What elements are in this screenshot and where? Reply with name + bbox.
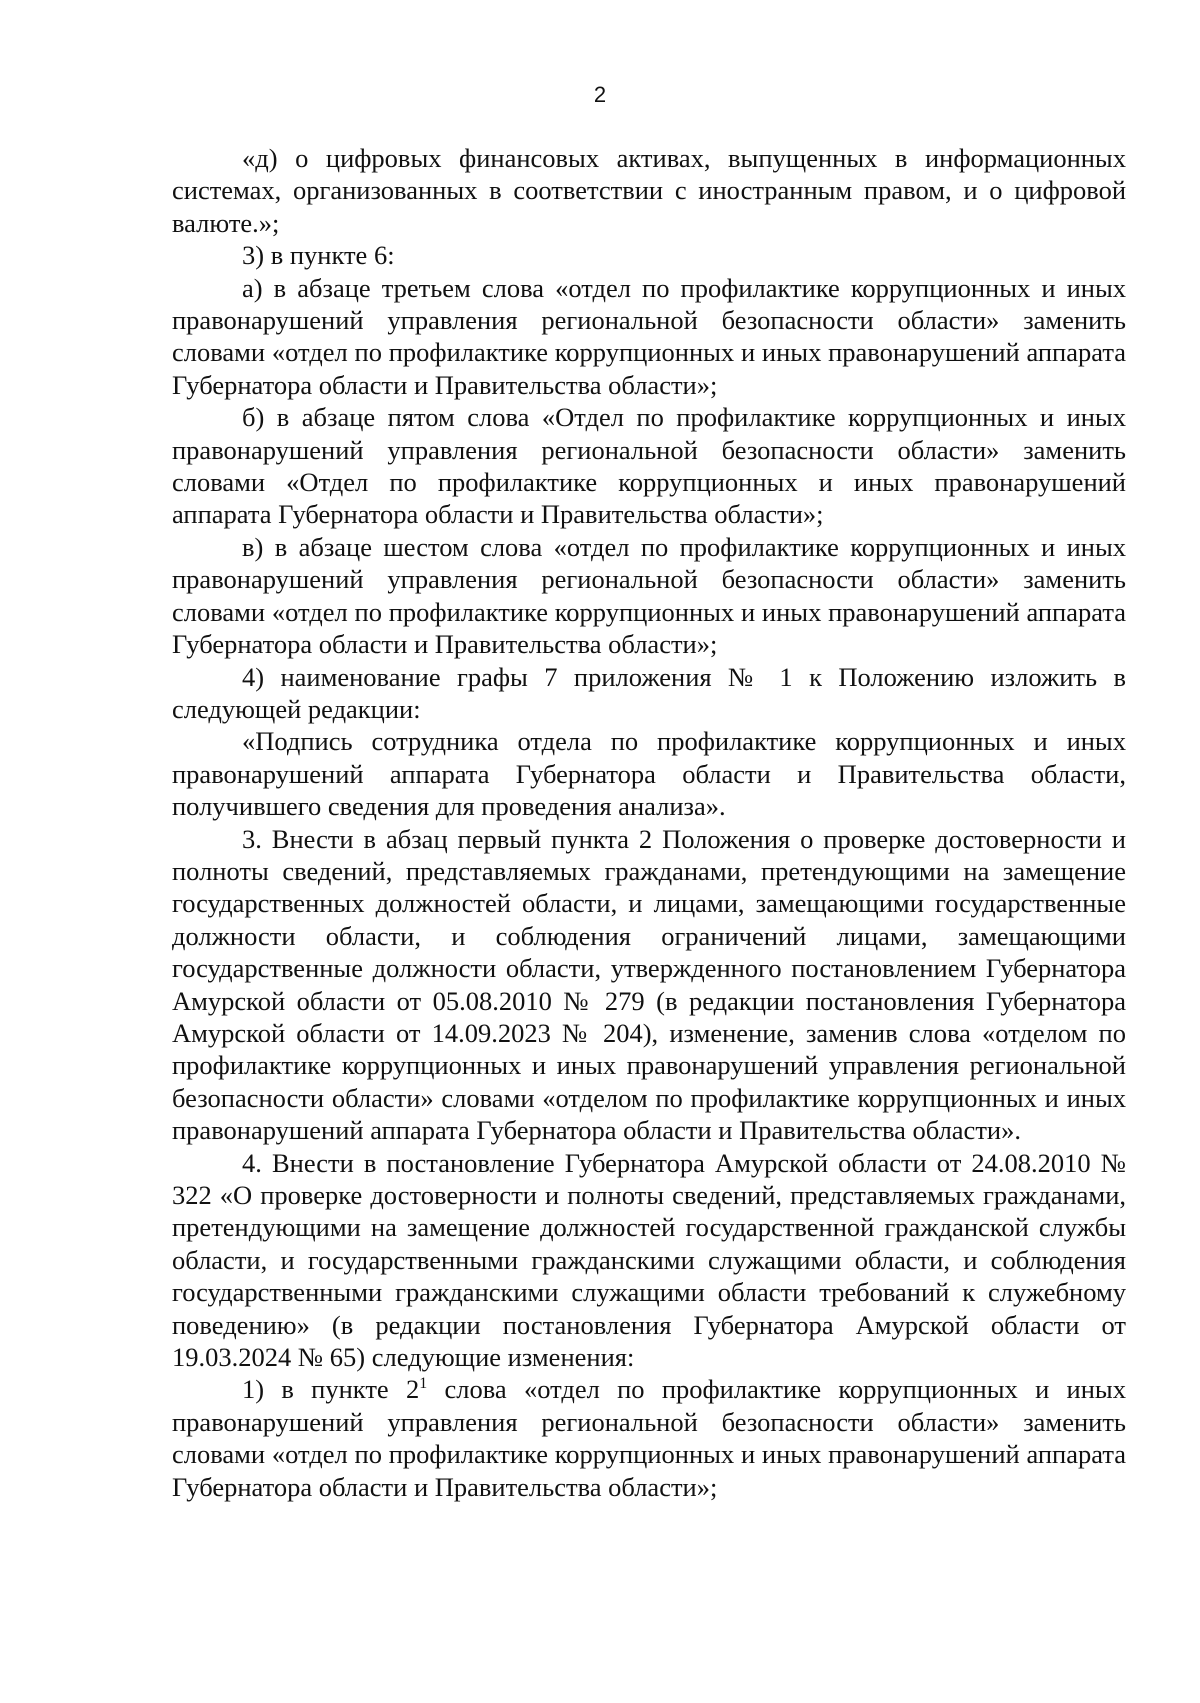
paragraph-point-3-header: 3) в пункте 6: (242, 240, 395, 271)
paragraph-point-4-column-name: 4) наименование графы 7 приложения № 1 к Положению изложить в следующей редакции: (172, 661, 1126, 724)
paragraph-subitem-a: а) в абзаце третьем слова «отдел по профилактике коррупционных и иных правонарушений управления региональной безопасности области» заменить словами «отдел по профилактике коррупционных и иных правонарушений аппарата Губернатора области и Правительства области»; (172, 272, 1126, 400)
paragraph-section-4-item-1 (172, 1373, 1126, 1503)
document-body (172, 142, 1126, 1503)
paragraph-item-d-digital-assets: «д) о цифровых финансовых активах, выпущенных в информационных системах, организованных в соответствии с иностранным правом, и о цифровой валюте.»; (172, 143, 1126, 238)
paragraph-section-4: 4. Внести в постановление Губернатора Амурской области от 24.08.2010 № 322 «О проверке достоверности и полноты сведений, представляемых гражданами, претендующими на замещение должностей государственной гражданской службы области, и государственными гражданскими служащими области, и соблюдения государственными гражданскими служащими области требований к служебному поведению» (в редакции постановления Губернатора Амурской области от 19.03.2024 № 65) следующие изменения: (172, 1147, 1126, 1373)
paragraph-text-before: 1) в пункте 2 (242, 1374, 420, 1405)
page-number: 2 (593, 82, 607, 107)
paragraph-quoted-signature: «Подпись сотрудника отдела по профилактике коррупционных и иных правонарушений аппарата Губернатора области и Правительства области, получившего сведения для проведения анализа». (172, 726, 1126, 822)
paragraph-subitem-v: в) в абзаце шестом слова «отдел по профилактике коррупционных и иных правонарушений управления региональной безопасности области» заменить словами «отдел по профилактике коррупционных и иных правонарушений аппарата Губернатора области и Правительства области»; (172, 531, 1126, 660)
paragraph-text-after: слова «отдел по профилактике коррупционных и иных правонарушений управления региональной безопасности области» заменить словами «отдел по профилактике коррупционных и иных правонарушений аппарата Губернатора области и Правительства области»; (172, 1374, 1126, 1502)
paragraph-section-3: 3. Внести в абзац первый пункта 2 Положения о проверке достоверности и полноты сведений, представляемых гражданами, претендующими на замещение государственных должностей области, и лицами, замещающими государственные должности области, и соблюдения ограничений лицами, замещающими государственные должности области, утвержденного постановлением Губернатора Амурской области от 05.08.2010 № 279 (в редакции постановления Губернатора Амурской области от 14.09.2023 № 204), изменение, заменив слова «отделом по профилактике коррупционных и иных правонарушений управления региональной безопасности области» словами «отделом по профилактике коррупционных и иных правонарушений аппарата Губернатора области и Правительства области». (172, 823, 1126, 1146)
superscript-number: 1 (419, 1375, 428, 1393)
paragraph-subitem-b: б) в абзаце пятом слова «Отдел по профилактике коррупционных и иных правонарушений управления региональной безопасности области» заменить словами «Отдел по профилактике коррупционных и иных правонарушений аппарата Губернатора области и Правительства области»; (172, 402, 1126, 530)
